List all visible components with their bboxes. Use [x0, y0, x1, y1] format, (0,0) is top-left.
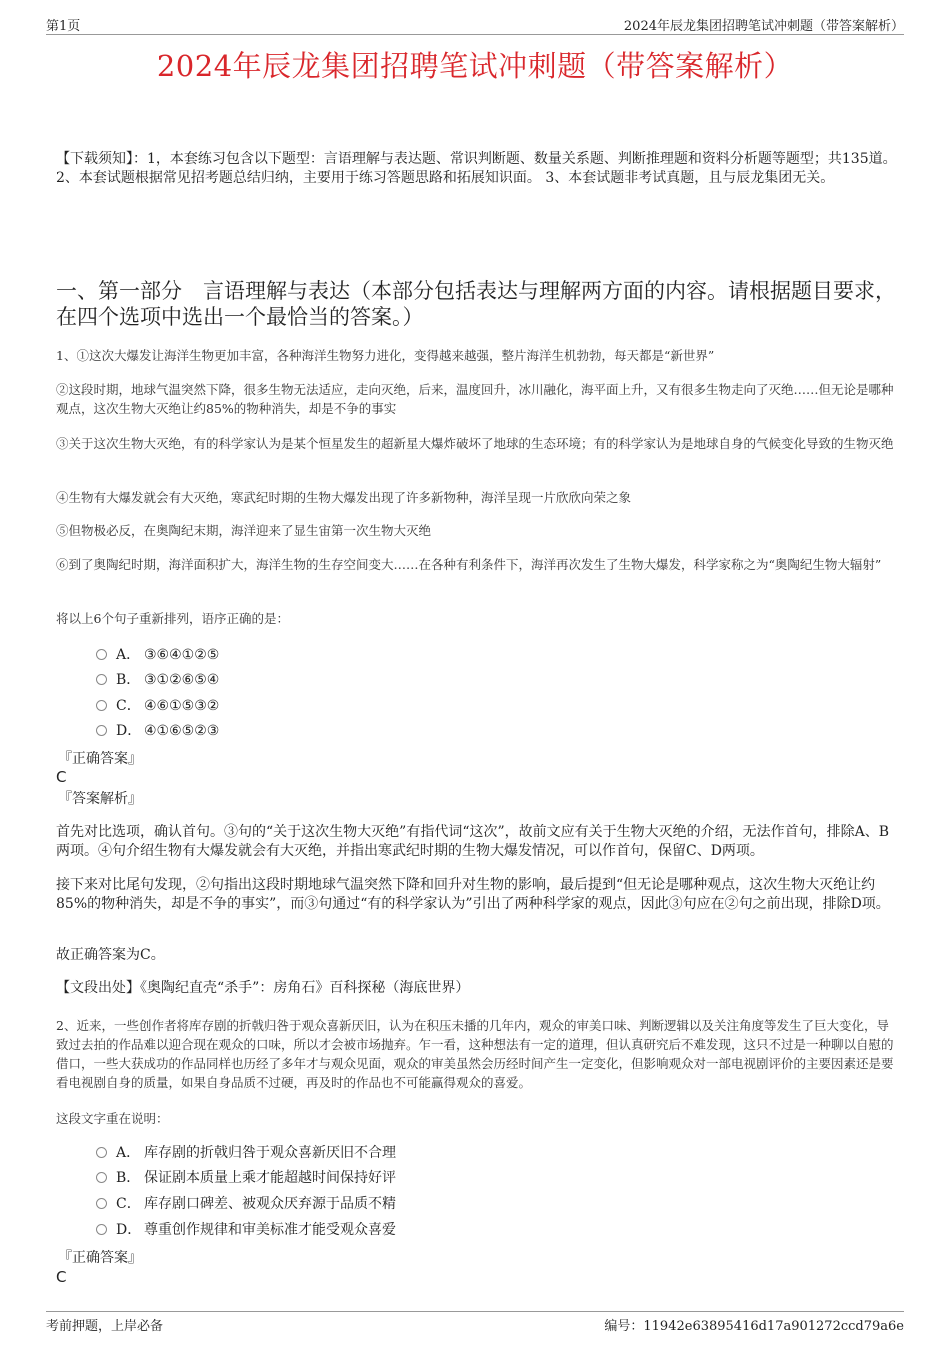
q1-answer: C: [56, 768, 67, 786]
q2-option-a[interactable]: A． 库存剧的折戟归咎于观众喜新厌旧不合理: [96, 1144, 396, 1162]
q1-analysis-1: 首先对比选项，确认首句。③句的“关于这次生物大灭绝”有指代词“这次”，故前文应有关于生物大灭绝的介绍，无法作首句，排除A、B两项。④句介绍生物有大爆发就会有大灭绝，并指出寒武纪时期的生物大爆发情况，可以作首句，保留C、D两项。: [56, 824, 890, 859]
q1-answer-label: 『正确答案』: [58, 751, 142, 767]
document-title: 2024年辰龙集团招聘笔试冲刺题（带答案解析）: [156, 49, 794, 83]
radio-button[interactable]: [96, 1224, 107, 1235]
section-heading: 一、第一部分 言语理解与表达（本部分包括表达与理解两方面的内容。请根据题目要求，在四个选项中选出一个最恰当的答案。）: [56, 279, 896, 329]
header-doc-title: 2024年辰龙集团招聘笔试冲刺题（带答案解析）: [623, 19, 904, 34]
download-notice: 【下载须知】：1，本套练习包含以下题型：言语理解与表达题、常识判断题、数量关系题、判断推理题和资料分析题等题型；共135道。 2、本套试题根据常见招考题总结归纳，主要用于练习答题思路和拓展知识面。 3、本套试题非考试真题，且与辰龙集团无关。: [56, 151, 897, 186]
q1-sentence-4: ④生物有大爆发就会有大灭绝，寒武纪时期的生物大爆发出现了许多新物种，海洋呈现一片欣欣向荣之象: [56, 490, 632, 505]
radio-button[interactable]: [96, 674, 107, 685]
q1-sentence-2: ②这段时期，地球气温突然下降，很多生物无法适应，走向灭绝，后来，温度回升，冰川融化，海平面上升，又有很多生物走向了灭绝……但无论是哪种观点，这次生物大灭绝让约85%的物种消失，却是不争的事实: [56, 382, 894, 416]
q1-option-d[interactable]: D． ④①⑥⑤②③: [96, 722, 219, 740]
q2-answer: C: [56, 1268, 67, 1286]
page-number: 第1页: [46, 19, 81, 34]
q2-option-b[interactable]: B． 保证剧本质量上乘才能超越时间保持好评: [96, 1169, 396, 1187]
q2-option-c[interactable]: C． 库存剧口碑差、被观众厌弃源于品质不精: [96, 1195, 396, 1213]
page-header: [46, 14, 904, 35]
q1-prompt: 将以上6个句子重新排列，语序正确的是：: [56, 611, 289, 626]
q1-source: 【文段出处】《奥陶纪直壳“杀手”：房角石》百科探秘（海底世界）: [56, 980, 470, 996]
radio-button[interactable]: [96, 649, 107, 660]
q1-sentence-3: ③关于这次生物大灭绝，有的科学家认为是某个恒星发生的超新星大爆炸破坏了地球的生态环境；有的科学家认为是地球自身的气候变化导致的生物灭绝: [56, 436, 894, 451]
q2-answer-label: 『正确答案』: [58, 1250, 142, 1266]
q1-sentence-6: ⑥到了奥陶纪时期，海洋面积扩大，海洋生物的生存空间变大……在各种有利条件下，海洋再次发生了生物大爆发，科学家称之为“奥陶纪生物大辐射”: [56, 557, 882, 572]
q1-sentence-5: ⑤但物极必反，在奥陶纪末期，海洋迎来了显生宙第一次生物大灭绝: [56, 523, 432, 538]
q2-option-d[interactable]: D． 尊重创作规律和审美标准才能受观众喜爱: [96, 1221, 396, 1239]
radio-button[interactable]: [96, 1198, 107, 1209]
footer-doc-id: 编号：11942e63895416d17a901272ccd79a6e: [604, 1319, 904, 1334]
q2-prompt: 这段文字重在说明：: [56, 1111, 169, 1126]
q1-option-b[interactable]: B． ③①②⑥⑤④: [96, 671, 219, 689]
q1-analysis-label: 『答案解析』: [58, 791, 142, 807]
page-footer: [46, 1311, 904, 1332]
radio-button[interactable]: [96, 1172, 107, 1183]
radio-button[interactable]: [96, 700, 107, 711]
q1-option-c[interactable]: C． ④⑥①⑤③②: [96, 697, 219, 715]
radio-button[interactable]: [96, 725, 107, 736]
q1-sentence-1: 1、①这次大爆发让海洋生物更加丰富，各种海洋生物努力进化，变得越来越强，整片海洋生机勃勃，每天都是“新世界”: [56, 348, 715, 363]
q1-option-a[interactable]: A． ③⑥④①②⑤: [96, 646, 219, 664]
radio-button[interactable]: [96, 1147, 107, 1158]
q1-analysis-2: 接下来对比尾句发现，②句指出这段时期地球气温突然下降和回升对生物的影响，最后提到“但无论是哪种观点，这次生物大灭绝让约85%的物种消失，却是不争的事实”，而③句通过“有的科学家认为”引出了两种科学家的观点，因此③句应在②句之前出现，排除D项。: [56, 877, 890, 912]
q2-text: 2、近来，一些创作者将库存剧的折戟归咎于观众喜新厌旧，认为在积压未播的几年内，观众的审美口味、判断逻辑以及关注角度等发生了巨大变化，导致过去拍的作品难以迎合现在观众的口味，所以才会被市场抛弃。乍一看，这种想法有一定的道理，但认真研究后不难发现，这只不过是一种聊以自慰的借口，一些大获成功的作品同样也历经了多年才与观众见面，观众的审美虽然会历经时间产生一定变化，但影响观众对一部电视剧评价的主要因素还是要看电视剧自身的质量，如果自身品质不过硬，再及时的作品也不可能赢得观众的喜爱。: [56, 1018, 894, 1090]
footer-slogan: 考前押题，上岸必备: [46, 1319, 164, 1334]
q1-analysis-3: 故正确答案为C。: [56, 947, 165, 963]
